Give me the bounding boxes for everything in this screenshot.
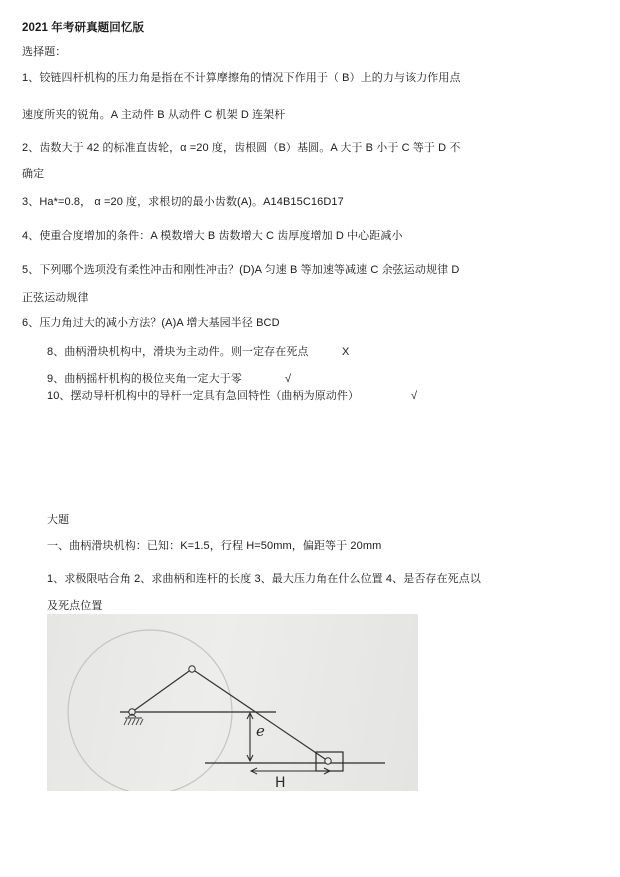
judgement-10-text: 10、摆动导杆机构中的导杆一定具有急回特性（曲柄为原动件） — [47, 390, 360, 402]
ground-hatch — [124, 719, 143, 725]
crank-rod-joint — [189, 666, 195, 672]
big-problem-subquestions-line-1: 1、求极限咕合角 2、求曲柄和连杆的长度 3、最大压力角在什么位置 4、是否存在死点以 — [47, 573, 481, 585]
question-5-line-1: 5、下列哪个选项没有柔性冲击和刚性冲击？(D)A 匀速 B 等加速等减速 C 余弦运动规律 D — [22, 264, 460, 276]
judgement-8-text: 8、曲柄滑块机构中，滑块为主动件。则一定存在死点 — [47, 346, 309, 358]
stroke-label: H — [275, 775, 286, 791]
crank-link — [132, 669, 192, 712]
slider-joint — [325, 758, 331, 764]
question-5-line-2: 正弦运动规律 — [22, 292, 89, 304]
crank-path-circle — [68, 630, 232, 791]
question-1-line-2: 速度所夹的锐角。A 主动件 B 从动件 C 机架 D 连架杆 — [22, 109, 286, 121]
question-2-line-1: 2、齿数大于 42 的标准直齿轮，α =20 度，齿根圆（B）基圆。A 大于 B 小于 C 等于 D 不 — [22, 142, 461, 154]
big-problem-subquestions-line-2: 及死点位置 — [47, 600, 103, 612]
question-6-line: 6、压力角过大的减小方法？(A)A 增大基园半径 BCD — [22, 317, 280, 329]
choice-section-heading: 选择题： — [22, 46, 67, 58]
slider-crank-sketch — [47, 614, 418, 791]
question-4-line: 4、使重合度增加的条件：A 模数增大 B 齿数增大 C 齿厚度增加 D 中心距减小 — [22, 230, 403, 242]
document-title: 2021 年考研真题回忆版 — [22, 22, 145, 34]
offset-label: e — [256, 722, 265, 740]
question-2-line-2: 确定 — [22, 168, 45, 180]
judgement-9-mark: √ — [285, 373, 292, 385]
judgement-8-mark: X — [342, 346, 350, 358]
connecting-rod — [192, 669, 328, 761]
mechanism-sketch-photo — [47, 614, 418, 791]
big-problem-statement: 一、曲柄滑块机构：已知：K=1.5，行程 H=50mm，偏距等于 20mm — [47, 540, 382, 552]
question-3-line: 3、Ha*=0.8， α =20 度，求根切的最小齿数(A)。A14B15C16D17 — [22, 196, 344, 208]
big-section-heading: 大题 — [47, 514, 70, 526]
question-1-line-1: 1、铰链四杆机构的压力角是指在不计算摩擦角的情况下作用于（ B）上的力与该力作用点 — [22, 72, 461, 84]
judgement-10-mark: √ — [411, 390, 418, 402]
judgement-9-text: 9、曲柄摇杆机构的极位夹角一定大于零 — [47, 373, 242, 385]
